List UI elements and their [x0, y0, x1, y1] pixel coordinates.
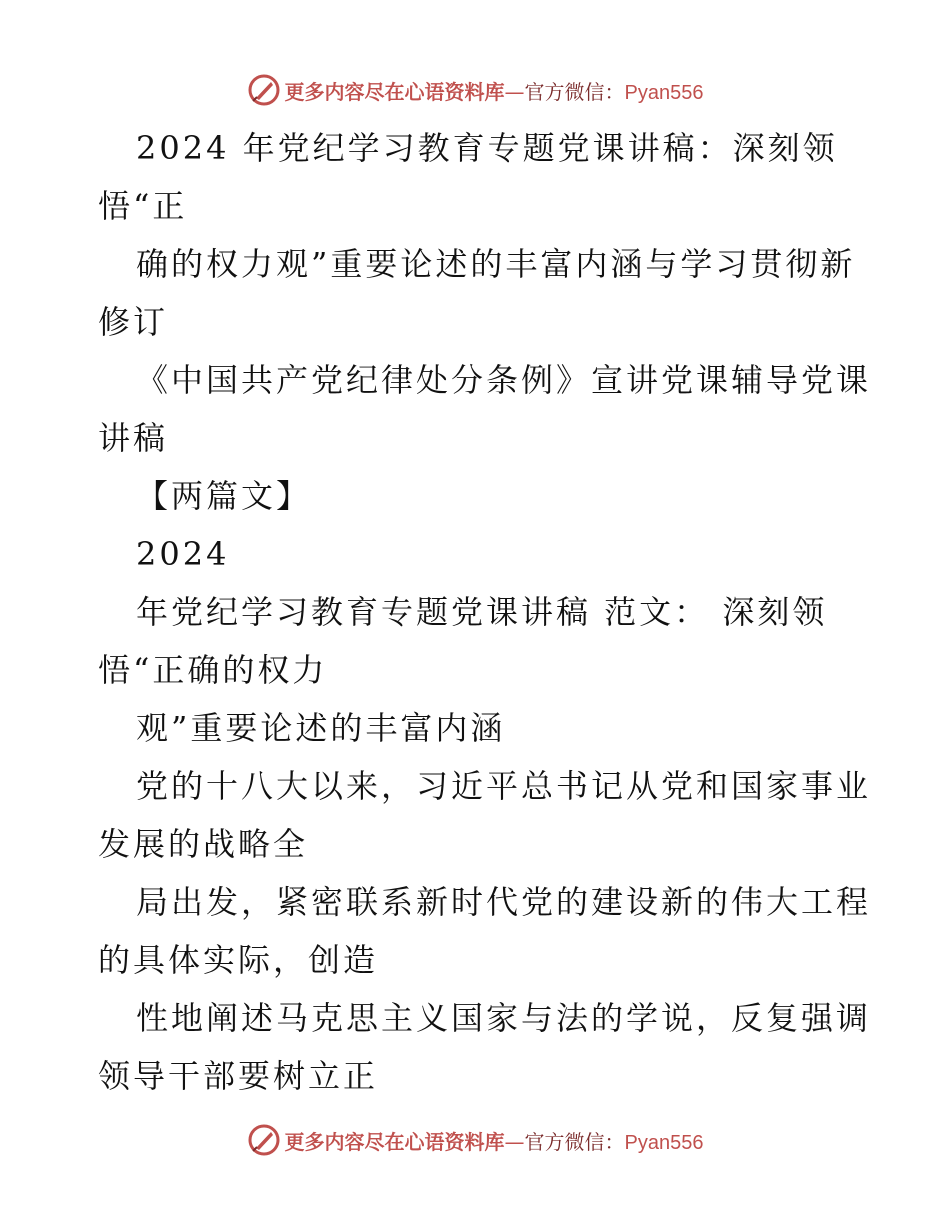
text-line: 观”重要论述的丰富内涵: [136, 709, 506, 747]
text-line: 讲稿: [98, 419, 169, 457]
text-line: 发展的战略全: [98, 825, 309, 863]
watermark-dash: —: [504, 1129, 525, 1154]
text-line: 2024: [136, 535, 230, 573]
watermark-colon: ：: [604, 79, 625, 104]
text-line: 悟“正: [98, 187, 188, 225]
text-line: 确的权力观”重要论述的丰富内涵与学习贯彻新: [136, 245, 856, 283]
watermark-brand: 更多内容尽在心语资料库: [284, 79, 505, 104]
header-watermark: [0, 72, 950, 108]
watermark-wechat-id: Pyan556: [624, 1131, 704, 1154]
text-line: 修订: [98, 303, 169, 341]
watermark-colon: ：: [604, 1129, 625, 1154]
watermark-wechat-id: Pyan556: [624, 81, 704, 104]
text-line: 领导干部要树立正: [98, 1057, 379, 1095]
text-line: 局出发，紧密联系新时代党的建设新的伟大工程: [136, 883, 872, 921]
quill-logo-icon: [247, 1123, 281, 1157]
text-line: 【两篇文】: [136, 477, 312, 515]
watermark-brand: 更多内容尽在心语资料库: [284, 1129, 505, 1154]
text-line: 《中国共产党纪律处分条例》宣讲党课辅导党课: [136, 361, 872, 399]
quill-logo-icon: [247, 73, 281, 107]
text-line: 性地阐述马克思主义国家与法的学说，反复强调: [136, 999, 872, 1037]
watermark-official: 官方微信: [524, 1129, 605, 1154]
text-line: 年党纪学习教育专题党课讲稿 范文： 深刻领: [136, 593, 828, 631]
text-line: 的具体实际，创造: [98, 941, 379, 979]
text-line: 2024 年党纪学习教育专题党课讲稿：深刻领: [136, 129, 838, 167]
watermark-official: 官方微信: [524, 79, 605, 104]
watermark-dash: —: [504, 79, 525, 104]
text-line: 党的十八大以来，习近平总书记从党和国家事业: [136, 767, 872, 805]
footer-watermark: [0, 1122, 950, 1158]
text-line: 悟“正确的权力: [98, 651, 328, 689]
